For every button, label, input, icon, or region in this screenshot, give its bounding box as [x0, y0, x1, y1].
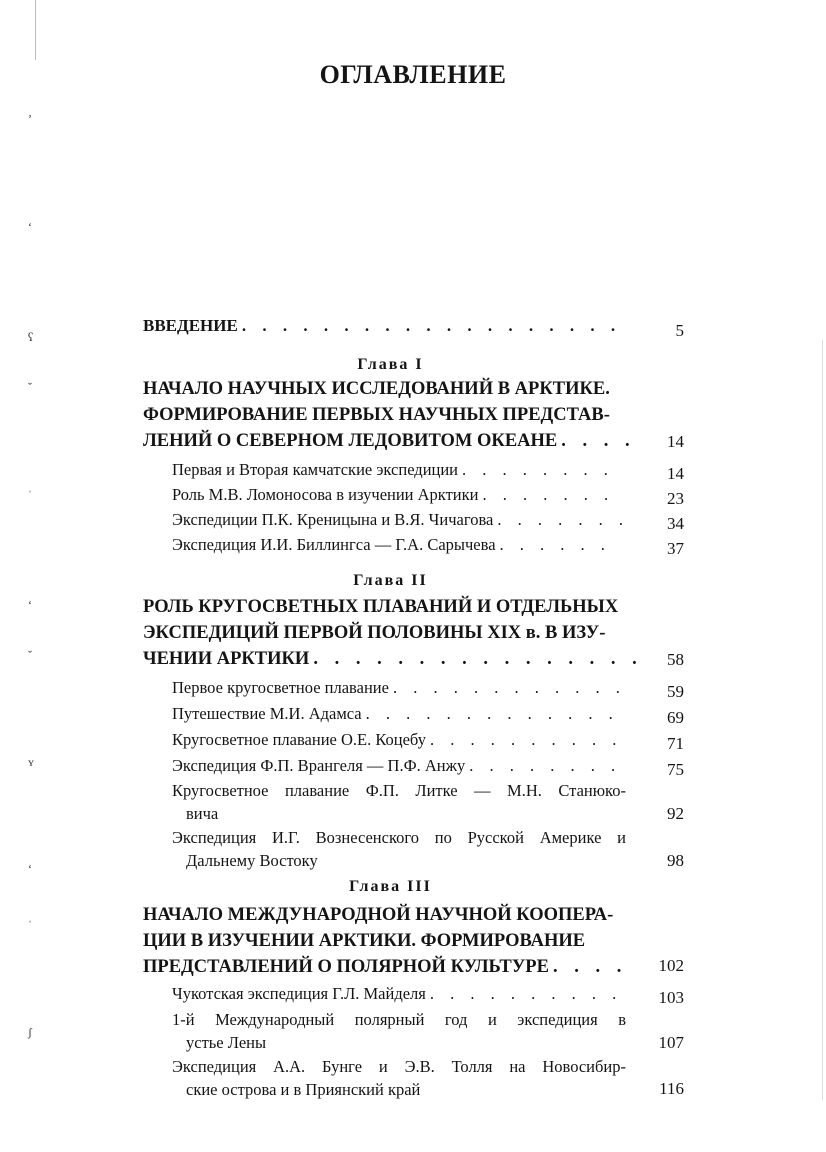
toc-item-label: Первая и Вторая камчатские экспедиции: [172, 460, 459, 479]
leader-dots: [553, 954, 638, 980]
page-number: 59: [667, 682, 684, 701]
toc-item-label: Экспедиция И.Г. Вознесенского по Русской Америке и: [172, 828, 626, 847]
toc-item[interactable]: [172, 704, 626, 724]
chapter-heading-line: ЦИИ В ИЗУЧЕНИИ АРКТИКИ. ФОРМИРОВАНИЕ: [143, 931, 586, 951]
scan-edge-line: [35, 0, 36, 60]
chapter-heading-line: НАЧАЛО МЕЖДУНАРОДНОЙ НАУЧНОЙ КООПЕРА-: [143, 905, 614, 925]
page-number: 37: [667, 539, 684, 558]
toc-intro-label: ВВЕДЕНИЕ: [143, 316, 238, 335]
toc-item-label: Экспедиция И.И. Биллингса — Г.А. Сарычева: [172, 535, 496, 554]
page-number: 75: [667, 760, 684, 779]
chapter-heading-line: ЭКСПЕДИЦИЙ ПЕРВОЙ ПОЛОВИНЫ XIX в. В ИЗУ-: [143, 623, 606, 643]
page-number: 116: [659, 1079, 684, 1098]
margin-mark: ʻ: [28, 862, 32, 876]
leader-dots: [497, 510, 622, 530]
leader-dots: [500, 535, 622, 555]
toc-item-label: Путешествие М.И. Адамса: [172, 704, 362, 723]
chapter-heading[interactable]: [143, 376, 638, 454]
leader-dots: [561, 428, 638, 454]
leader-dots: [469, 756, 622, 776]
toc-item[interactable]: [172, 984, 626, 1004]
toc-item-label-continued: устье Лены: [186, 1033, 267, 1052]
toc-item[interactable]: [172, 485, 626, 505]
toc-item[interactable]: [172, 460, 626, 480]
page-title: ОГЛАВЛЕНИЕ: [319, 60, 507, 89]
page-number: 23: [667, 489, 684, 508]
toc-item-label: Экспедиция Ф.П. Врангеля — П.Ф. Анжу: [172, 756, 466, 775]
page-number: 102: [658, 956, 684, 975]
page-number: 34: [667, 514, 684, 533]
leader-dots: [430, 984, 622, 1004]
chapter-heading-line: НАЧАЛО НАУЧНЫХ ИССЛЕДОВАНИЙ В АРКТИКЕ.: [143, 379, 610, 399]
toc-item-label-continued: Дальнему Востоку: [186, 851, 318, 870]
toc-item[interactable]: [172, 535, 626, 555]
page-number: 58: [667, 650, 684, 669]
toc-item-label-continued: ские острова и в Приянский край: [186, 1080, 421, 1099]
margin-mark: ˈ: [28, 918, 32, 932]
page-number: 103: [658, 988, 684, 1007]
page-number: 14: [667, 432, 684, 451]
leader-dots: [242, 316, 624, 336]
toc-item[interactable]: [172, 730, 626, 750]
leader-dots: [366, 704, 622, 724]
leader-dots: [462, 460, 622, 480]
leader-dots: [393, 678, 622, 698]
margin-mark: ˇ: [28, 648, 32, 662]
toc-item-label-continued: вича: [186, 804, 219, 823]
chapter-heading-line: ФОРМИРОВАНИЕ ПЕРВЫХ НАУЧНЫХ ПРЕДСТАВ-: [143, 405, 610, 425]
margin-mark: ˇ: [28, 380, 32, 394]
margin-mark: ʻ: [28, 220, 32, 234]
toc-item[interactable]: [172, 779, 626, 825]
page-number: 69: [667, 708, 684, 727]
chapter-label: Глава I: [357, 356, 424, 373]
toc-item-label: Роль М.В. Ломоносова в изучении Арктики: [172, 485, 479, 504]
leader-dots: [482, 485, 622, 505]
chapter-heading-line: ЧЕНИИ АРКТИКИ: [143, 649, 310, 669]
chapter-heading[interactable]: [143, 902, 638, 980]
page-number: 92: [667, 804, 684, 823]
toc-item-label: Экспедиции П.К. Креницына и В.Я. Чичагова: [172, 510, 494, 529]
toc-item-label: Экспедиция А.А. Бунге и Э.В. Толля на Новосибир-: [172, 1057, 626, 1076]
toc-item-label: Чукотская экспедиция Г.Л. Майделя: [172, 984, 426, 1003]
margin-mark: ʏ: [28, 755, 34, 769]
toc-item[interactable]: [172, 1008, 626, 1054]
leader-dots: [313, 646, 638, 672]
margin-mark: ʕ: [28, 330, 34, 344]
toc-item-label: Кругосветное плавание Ф.П. Литке — М.Н. Станюко-: [172, 781, 626, 800]
chapter-label: Глава II: [353, 572, 428, 589]
page-number: 14: [667, 464, 684, 483]
chapter-heading-line: ПРЕДСТАВЛЕНИЙ О ПОЛЯРНОЙ КУЛЬТУРЕ: [143, 957, 549, 977]
toc-item-label: Кругосветное плавание О.Е. Коцебу: [172, 730, 426, 749]
toc-item[interactable]: [172, 756, 626, 776]
toc-item[interactable]: [172, 826, 626, 872]
toc-item-label: 1-й Международный полярный год и экспедиция в: [172, 1010, 626, 1029]
toc-item[interactable]: [172, 510, 626, 530]
page-number: 71: [667, 734, 684, 753]
scan-edge-line-right: [822, 340, 823, 1100]
toc-intro[interactable]: [143, 316, 628, 336]
toc-item-label: Первое кругосветное плавание: [172, 678, 389, 697]
page-number: 5: [675, 321, 684, 340]
toc-item[interactable]: [172, 678, 626, 698]
leader-dots: [430, 730, 622, 750]
page-number: 107: [658, 1033, 684, 1052]
margin-mark: ʃ: [28, 1025, 32, 1039]
chapter-heading[interactable]: [143, 594, 638, 672]
chapter-label: Глава III: [349, 878, 432, 895]
margin-mark: ʼ: [28, 112, 32, 126]
chapter-heading-line: ЛЕНИЙ О СЕВЕРНОМ ЛЕДОВИТОМ ОКЕАНЕ: [143, 431, 558, 451]
page-number: 98: [667, 851, 684, 870]
margin-mark: ʻ: [28, 598, 32, 612]
chapter-heading-line: РОЛЬ КРУГОСВЕТНЫХ ПЛАВАНИЙ И ОТДЕЛЬНЫХ: [143, 597, 619, 617]
toc-item[interactable]: [172, 1055, 626, 1101]
margin-mark: ˈ: [28, 488, 32, 502]
